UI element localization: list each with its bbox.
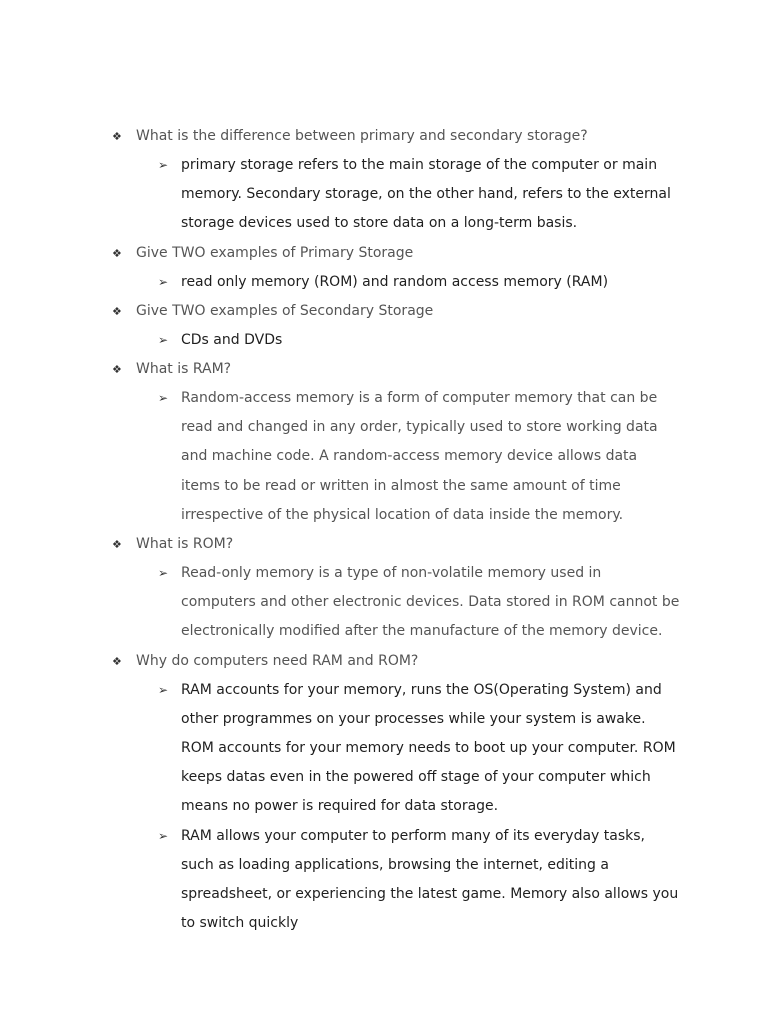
answer-text: Read-only memory is a type of non-volatile memory used in computers and other electronic devices. Data stored in ROM cannot be electronically modified after the manufacture of the memory device. <box>181 565 680 640</box>
question-text: Give TWO examples of Primary Storage <box>136 244 414 261</box>
answer-item <box>0 326 768 355</box>
answer-item <box>0 559 768 647</box>
answer-text: RAM accounts for your memory, runs the OS(Operating System) and other programmes on your processes while your system is awake. ROM accounts for your memory needs to boot up your computer. ROM keeps datas even in the powered off stage of your computer which means no power is required for data storage. <box>181 681 676 815</box>
answer-text: read only memory (ROM) and random access memory (RAM) <box>181 273 609 290</box>
answer-item <box>0 676 768 822</box>
question-text: Give TWO examples of Secondary Storage <box>136 302 434 319</box>
question-text: What is ROM? <box>136 536 234 553</box>
arrow-bullet-icon: ➢ <box>158 391 169 406</box>
document-page <box>0 122 768 938</box>
answer-item <box>0 384 768 530</box>
question-text: What is the difference between primary and secondary storage? <box>136 128 588 144</box>
question-item <box>0 122 768 151</box>
diamond-bullet-icon: ❖ <box>112 363 122 377</box>
question-item <box>0 297 768 326</box>
answer-item <box>0 822 768 939</box>
question-item <box>0 530 768 559</box>
arrow-bullet-icon: ➢ <box>158 828 169 843</box>
arrow-bullet-icon: ➢ <box>158 274 169 289</box>
question-item <box>0 239 768 268</box>
answer-text: Random-access memory is a form of computer memory that can be read and changed in any order, typically used to store working data and machine code. A random-access memory device allows data items to be read or written in almost the same amount of time irrespective of the physical location of data inside the memory. <box>181 390 658 523</box>
diamond-bullet-icon: ❖ <box>112 538 122 552</box>
diamond-bullet-icon: ❖ <box>112 130 122 143</box>
diamond-bullet-icon: ❖ <box>112 246 122 260</box>
diamond-bullet-icon: ❖ <box>112 654 122 668</box>
question-text: What is RAM? <box>136 361 232 378</box>
arrow-bullet-icon: ➢ <box>158 682 169 697</box>
arrow-bullet-icon: ➢ <box>158 332 169 347</box>
question-item <box>0 355 768 384</box>
question-text: Why do computers need RAM and ROM? <box>136 652 419 669</box>
arrow-bullet-icon: ➢ <box>158 566 169 581</box>
arrow-bullet-icon: ➢ <box>158 158 169 172</box>
diamond-bullet-icon: ❖ <box>112 304 122 318</box>
answer-text: CDs and DVDs <box>181 331 283 348</box>
answer-text: primary storage refers to the main storage of the computer or main memory. Secondary storage, on the other hand, refers to the external storage devices used to store data on a long-term basis. <box>181 157 671 232</box>
question-item <box>0 647 768 676</box>
answer-item <box>0 268 768 297</box>
answer-text: RAM allows your computer to perform many of its everyday tasks, such as loading applications, browsing the internet, editing a spreadsheet, or experiencing the latest game. Memory also allows you to switch quickly <box>181 827 679 932</box>
answer-item <box>0 151 768 239</box>
